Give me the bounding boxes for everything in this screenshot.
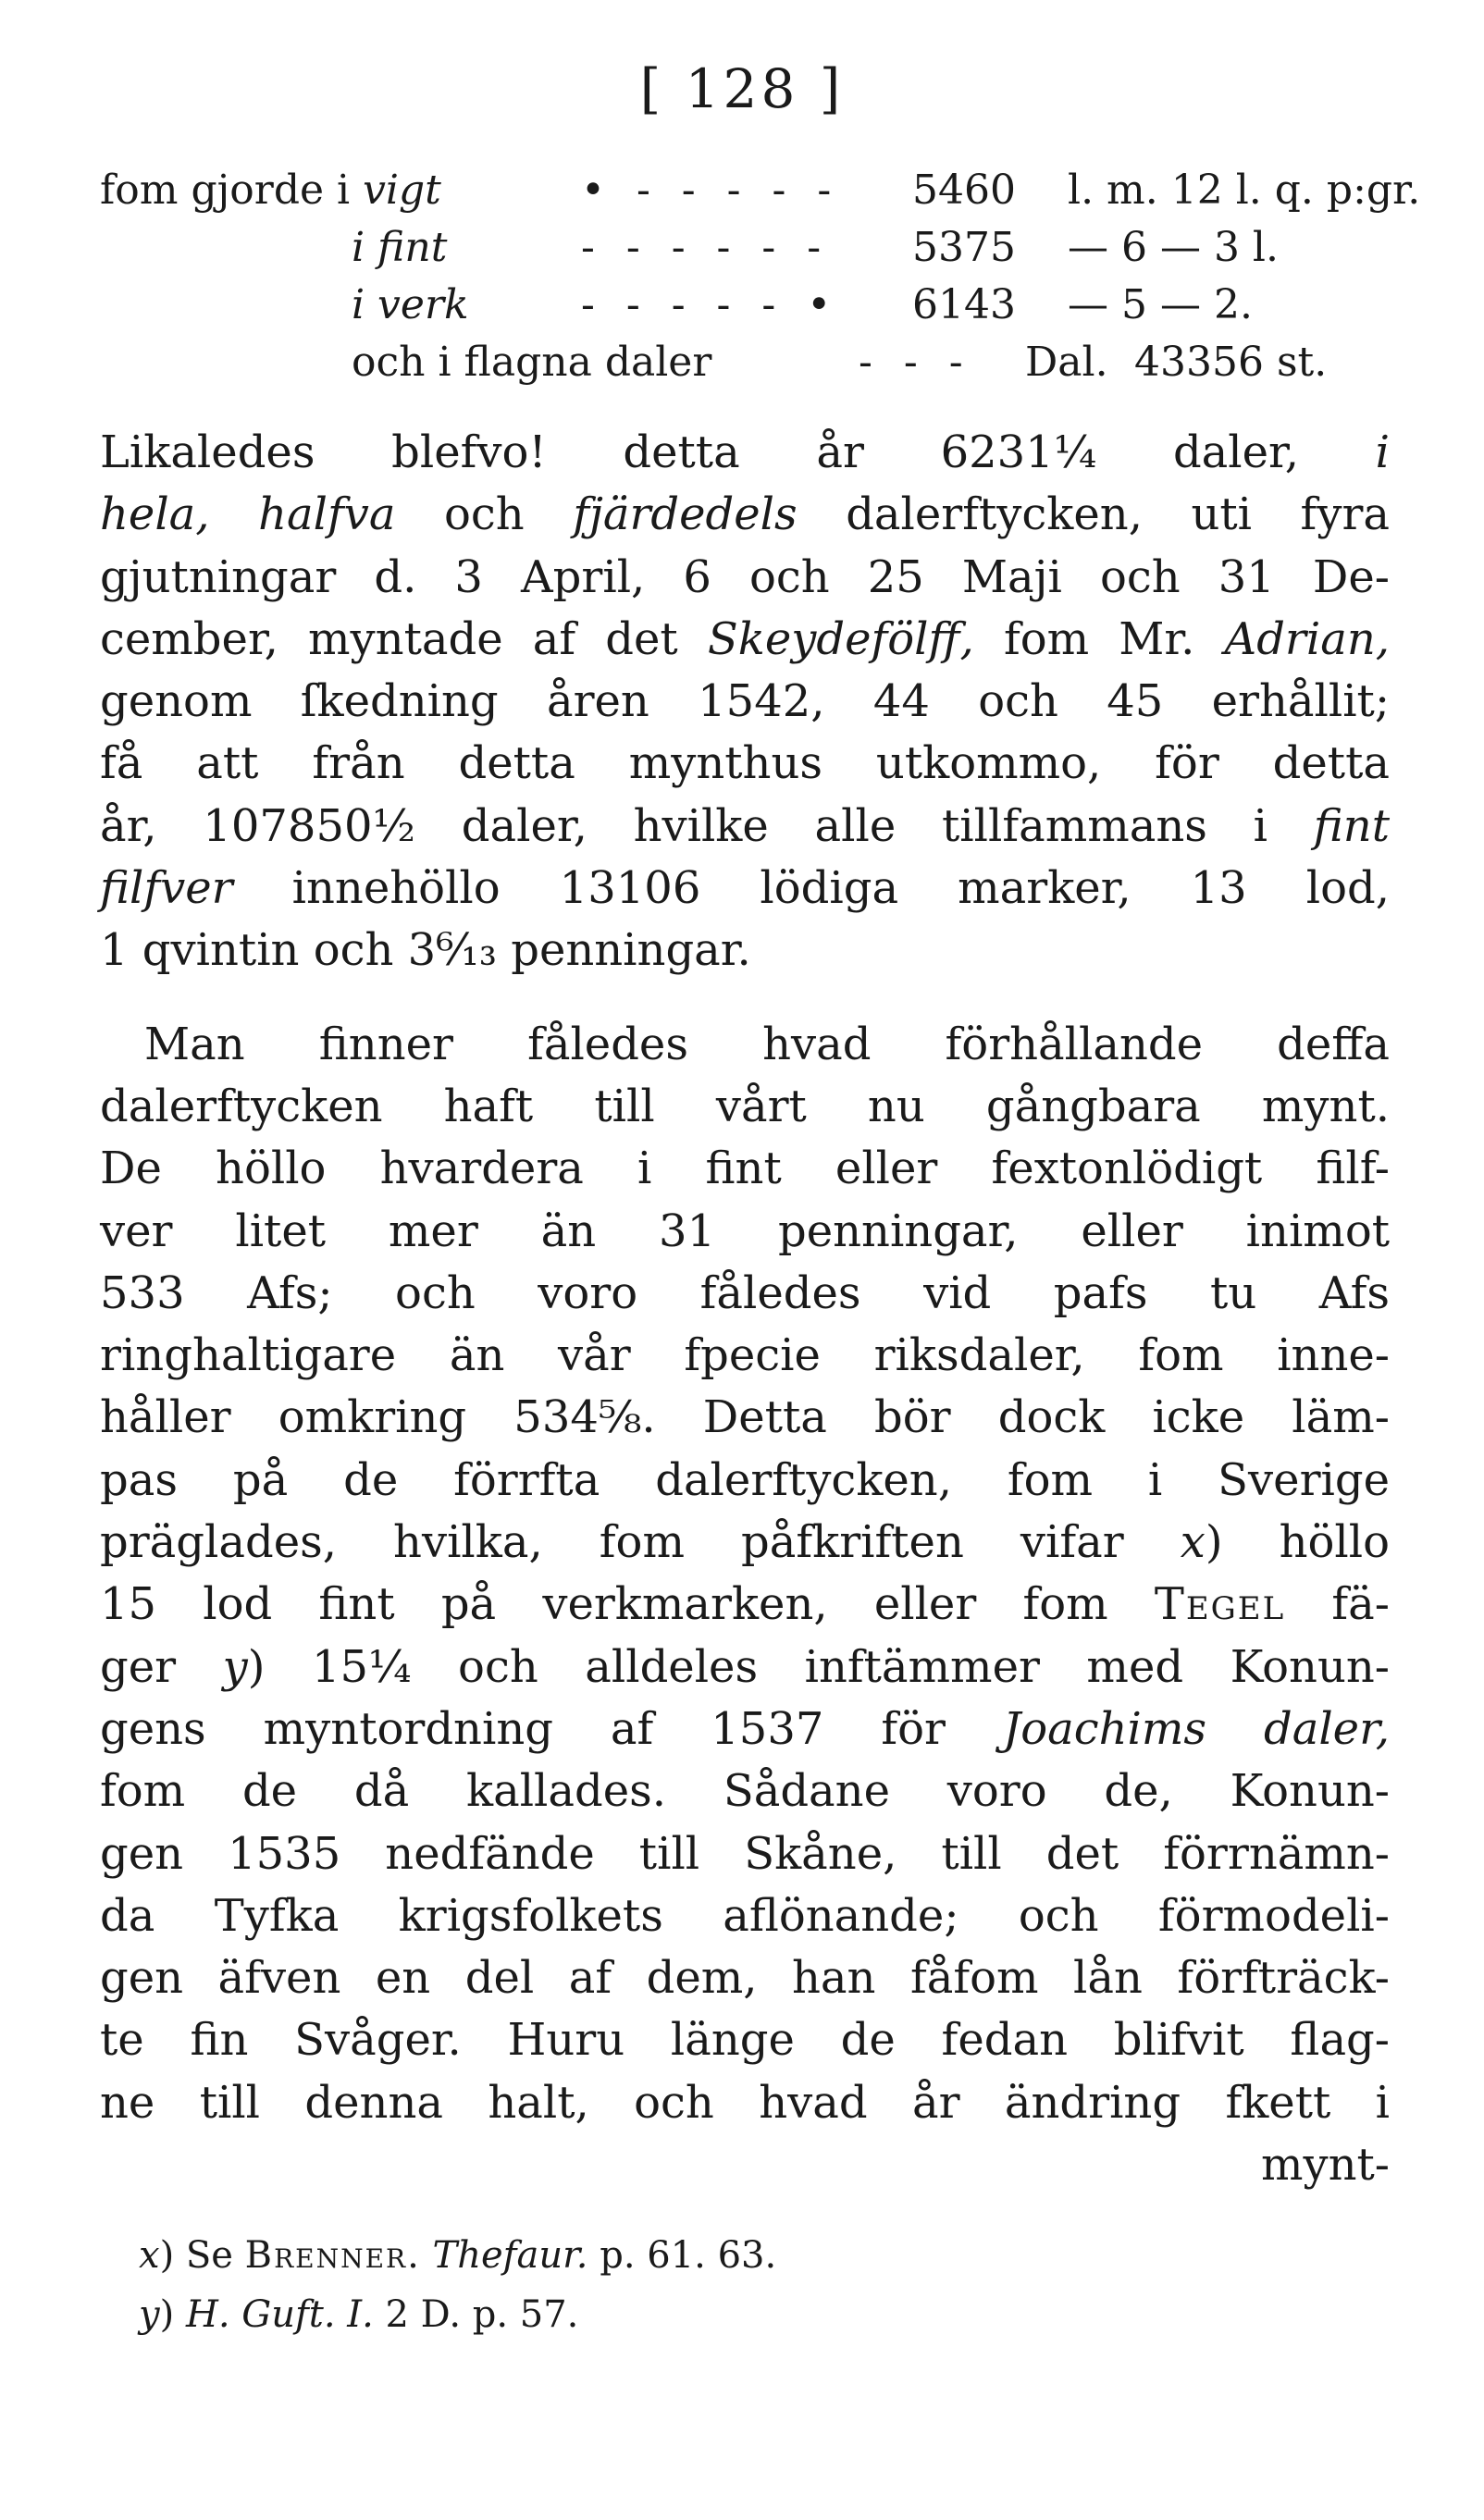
text-segment: gen äfven en del af dem, han fåfom lån förfträck- [100, 1952, 1390, 2005]
text-segment: håller omkring 534⅝. Detta bör dock icke läm- [100, 1391, 1390, 1444]
text-segment: ver litet mer än 31 penningar, eller inimot [100, 1204, 1390, 1257]
text-segment: innehöllo 13106 lödiga marker, 13 lod, [232, 862, 1390, 915]
weight-units: — 5 — 2. [1068, 281, 1253, 328]
text-segment: Brenner. [244, 2234, 421, 2277]
text-line [100, 1512, 1390, 1574]
table-row [100, 167, 1423, 224]
text-segment: ) Se [159, 2234, 245, 2277]
footnotes [139, 2226, 776, 2344]
text-segment: gen 1535 nedfände till Skåne, till det förrnämn- [100, 1827, 1390, 1880]
table-row [100, 339, 1423, 396]
text-segment: 533 Afs; och voro fåledes vid pafs tu Afs [100, 1266, 1390, 1319]
body-text [100, 422, 1390, 2196]
text-segment: fom Mr. [973, 612, 1225, 665]
text-segment: i [1375, 426, 1390, 478]
text-line [100, 733, 1390, 795]
text-line [100, 1637, 1390, 1699]
text-line [139, 2226, 776, 2285]
weight-value: 6143 [912, 281, 1016, 328]
table-row [100, 224, 1423, 281]
paragraph-2 [100, 1014, 1390, 2134]
text-line [100, 2072, 1390, 2134]
text-line [100, 2009, 1390, 2071]
text-segment: ) höllo [1205, 1516, 1390, 1569]
text-segment: fom de då kallades. Sådane voro de, Konun- [100, 1765, 1390, 1818]
leader-dots: - - - - - • [581, 281, 841, 328]
text-segment: 1 qvintin och 3⁶⁄₁₃ penningar. [100, 924, 751, 977]
text-segment: genom ſkedning åren 1542, 44 och 45 erhållit; [100, 675, 1390, 728]
text-segment: dalerftycken, uti fyra [797, 488, 1390, 541]
text-line [100, 1450, 1390, 1512]
text-line [100, 1138, 1390, 1200]
text-line [100, 422, 1390, 484]
text-line [100, 671, 1390, 733]
text-segment: te fin Svåger. Huru länge de fedan blifvit flag- [100, 2014, 1390, 2067]
leader-dots: • - - - - - [581, 167, 841, 214]
table-row [100, 281, 1423, 339]
text-segment: Joachims daler, [1002, 1702, 1390, 1755]
text-segment: fä- [1285, 1578, 1390, 1631]
text-segment: x [139, 2234, 160, 2277]
text-segment: Man finner fåledes hvad förhållande deffa [144, 1018, 1390, 1070]
text-segment: ne till denna halt, och hvad år ändring fkett i [100, 2076, 1390, 2129]
text-line [100, 1076, 1390, 1138]
text-line [100, 1760, 1390, 1822]
text-segment: pas på de förrfta dalerftycken, fom i Sverige [100, 1453, 1390, 1506]
row-label: i verk [352, 281, 469, 328]
text-segment [421, 2234, 433, 2277]
weight-value: 5460 [912, 167, 1016, 214]
text-segment: H. Guft. I. [185, 2293, 374, 2336]
text-segment: ) [159, 2293, 186, 2336]
text-segment: Likaledes blefvo! detta år 6231¼ daler, [100, 426, 1376, 478]
text-segment: få att från detta mynthus utkommo, för detta [100, 737, 1390, 790]
row-label: i fint [352, 224, 448, 271]
text-segment: fjärdedels [573, 488, 798, 541]
text-segment: De höllo hvardera i fint eller fextonlödigt filf- [100, 1143, 1390, 1195]
text-segment: år, 107850½ daler, hvilke alle tillfammans i [100, 799, 1314, 852]
leader-dots: - - - [859, 339, 972, 386]
text-line [100, 609, 1390, 671]
text-segment: y [222, 1640, 248, 1693]
text-segment: fint [1313, 799, 1390, 852]
text-segment: filfver [100, 862, 233, 915]
text-segment: gens myntordning af 1537 för [100, 1702, 1003, 1755]
text-segment: x [1180, 1516, 1206, 1569]
coinage-table [100, 167, 1423, 396]
text-line [100, 920, 1390, 982]
row-label: och i flagna daler [352, 339, 712, 386]
text-line [100, 1263, 1390, 1325]
text-segment: ger [100, 1640, 223, 1693]
text-line [100, 547, 1390, 609]
weight-units: l. m. 12 l. q. p:gr. [1068, 167, 1421, 214]
paragraph-1 [100, 422, 1390, 982]
text-line [139, 2285, 776, 2344]
text-line [100, 1387, 1390, 1449]
text-segment: hela, halfva [100, 488, 396, 541]
text-line [100, 1574, 1390, 1636]
text-line [100, 1014, 1390, 1076]
daler-count: 43356 st. [1134, 339, 1328, 386]
row-label: fom gjorde i vigt [100, 167, 441, 214]
paragraph-gap [100, 982, 1390, 1014]
text-segment: gjutningar d. 3 April, 6 och 25 Maji och 31 De- [100, 550, 1390, 603]
text-line [100, 1947, 1390, 2009]
text-segment: ) 15¼ och alldeles inftämmer med Konun- [247, 1640, 1391, 1693]
text-segment: p. 61. 63. [587, 2234, 777, 2277]
text-segment: 2 D. p. 57. [373, 2293, 579, 2336]
weight-units: — 6 — 3 l. [1068, 224, 1279, 271]
text-line [100, 1201, 1390, 1263]
text-segment: cember, myntade af det [100, 612, 708, 665]
text-line [100, 858, 1390, 920]
text-segment: ringhaltigare än vår fpecie riksdaler, fom inne- [100, 1329, 1390, 1382]
text-line [100, 796, 1390, 858]
text-segment: Thefaur. [432, 2234, 588, 2277]
catchword: mynt- [1260, 2139, 1390, 2192]
text-line [100, 1885, 1390, 1947]
text-segment: Tegel [1154, 1578, 1286, 1631]
text-segment: Skeydefölff, [707, 612, 974, 665]
text-line [100, 1325, 1390, 1387]
text-segment: präglades, hvilka, fom påfkriften vifar [100, 1516, 1181, 1569]
text-segment: dalerftycken haft till vårt nu gångbara mynt. [100, 1080, 1390, 1132]
leader-dots: - - - - - - [581, 224, 831, 271]
text-segment: Adrian, [1224, 612, 1391, 665]
text-segment: 15 lod fint på verkmarken, eller fom [100, 1578, 1155, 1631]
page-number: [ 128 ] [639, 57, 845, 120]
text-line [100, 1823, 1390, 1885]
text-line [100, 484, 1390, 546]
weight-value: 5375 [912, 224, 1016, 271]
text-line [100, 1699, 1390, 1760]
text-segment: och [395, 488, 574, 541]
daler-label: Dal. [1025, 339, 1108, 386]
text-segment: da Tyfka krigsfolkets aflönande; och förmodeli- [100, 1889, 1390, 1942]
text-segment: y [139, 2293, 160, 2336]
